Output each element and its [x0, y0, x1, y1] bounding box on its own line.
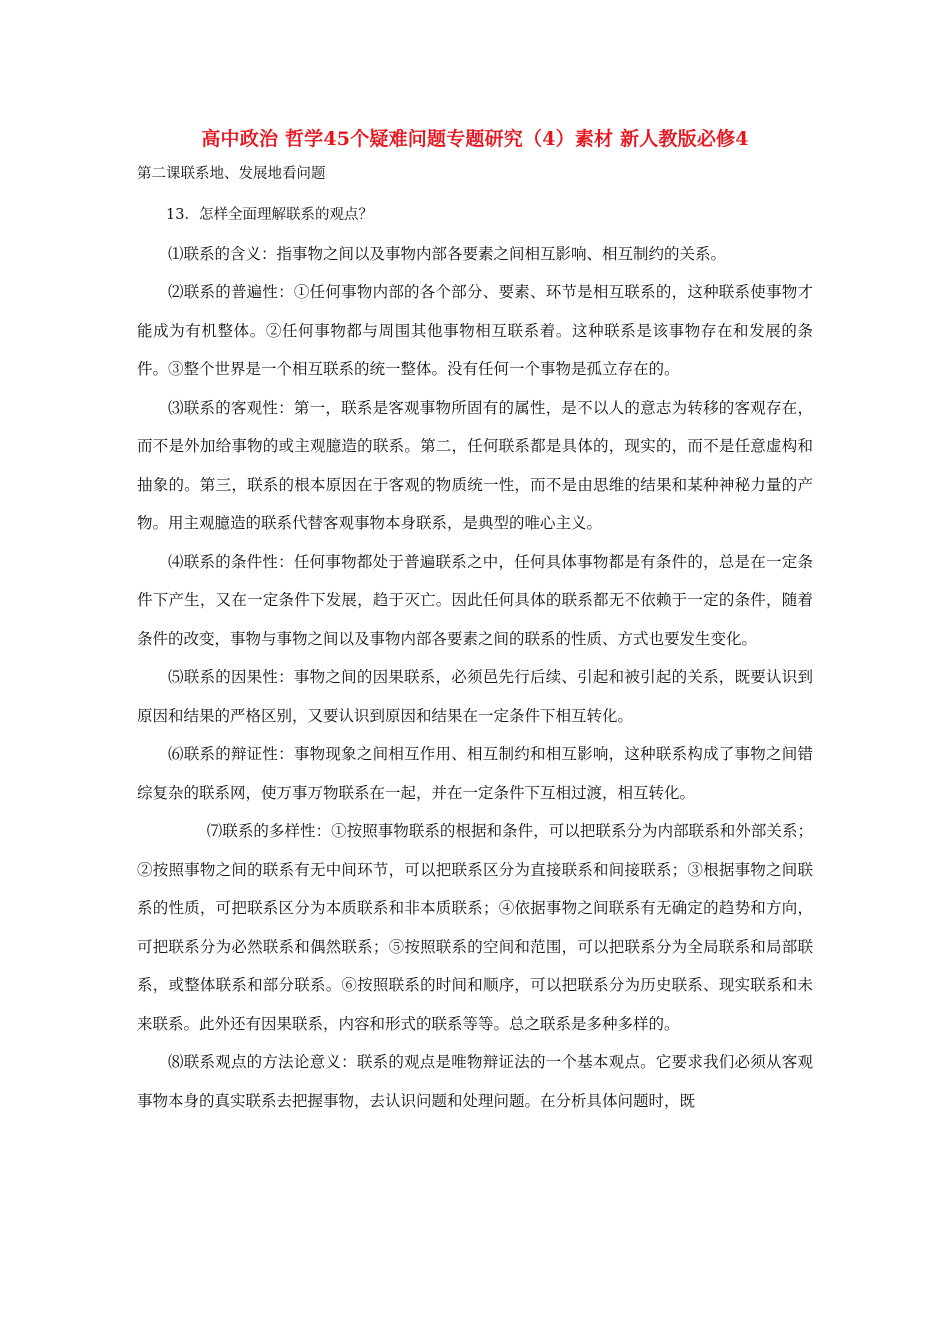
- paragraph-conditionality: ⑷联系的条件性：任何事物都处于普遍联系之中，任何具体事物都是有条件的，总是在一定条件下产生，又在一定条件下发展，趋于灭亡。因此任何具体的联系都无不依赖于一定的条件，随着条件的改变，事物与事物之间以及事物内部各要素之间的联系的性质、方式也要发生变化。: [137, 552, 813, 648]
- document-title: 高中政治 哲学45个疑难问题专题研究（4）素材 新人教版必修4: [201, 128, 749, 150]
- paragraph-meaning: ⑴联系的含义：指事物之间以及事物内部各要素之间相互影响、相互制约的关系。: [168, 244, 727, 263]
- paragraph-methodology: ⑻联系观点的方法论意义：联系的观点是唯物辩证法的一个基本观点。它要求我们必须从客观事物本身的真实联系去把握事物，去认识问题和处理问题。在分析具体问题时，既: [137, 1053, 813, 1110]
- paragraph-dialectics: ⑹联系的辩证性：事物现象之间相互作用、相互制约和相互影响，这种联系构成了事物之间错综复杂的联系网，使万事万物联系在一起，并在一定条件下互相过渡，相互转化。: [137, 745, 813, 802]
- paragraph-diversity: ⑺联系的多样性：①按照事物联系的根据和条件，可以把联系分为内部联系和外部关系；②按照事物之间的联系有无中间环节，可以把联系区分为直接联系和间接联系；③根据事物之间联系的性质，可把联系区分为本质联系和非本质联系；④依据事物之间联系有无确定的趋势和方向，可把联系分为必然联系和偶然联系；⑤按照联系的空间和范围，可以把联系分为全局联系和局部联系，或整体联系和部分联系。⑥按照联系的时间和顺序，可以把联系分为历史联系、现实联系和未来联系。此外还有因果联系，内容和形式的联系等等。总之联系是多种多样的。: [137, 822, 813, 1033]
- document-body: [137, 196, 813, 1120]
- question-heading: 13．怎样全面理解联系的观点？: [166, 207, 373, 223]
- lesson-heading: 第二课联系地、发展地看问题: [137, 166, 326, 182]
- paragraph-objectivity: ⑶联系的客观性：第一，联系是客观事物所固有的属性，是不以人的意志为转移的客观存在，而不是外加给事物的或主观臆造的联系。第二，任何联系都是具体的，现实的，而不是任意虚构和抽象的。第三，联系的根本原因在于客观的物质统一性，而不是由思维的结果和某种神秘力量的产物。用主观臆造的联系代替客观事物本身联系，是典型的唯心主义。: [137, 398, 813, 532]
- paragraph-universality: ⑵联系的普遍性：①任何事物内部的各个部分、要素、环节是相互联系的，这种联系使事物才能成为有机整体。②任何事物都与周围其他事物相互联系着。这种联系是该事物存在和发展的条件。③整个世界是一个相互联系的统一整体。没有任何一个事物是孤立存在的。: [137, 283, 813, 378]
- paragraph-causality: ⑸联系的因果性：事物之间的因果联系，必须邑先行后续、引起和被引起的关系，既要认识到原因和结果的严格区别，又要认识到原因和结果在一定条件下相互转化。: [137, 668, 813, 725]
